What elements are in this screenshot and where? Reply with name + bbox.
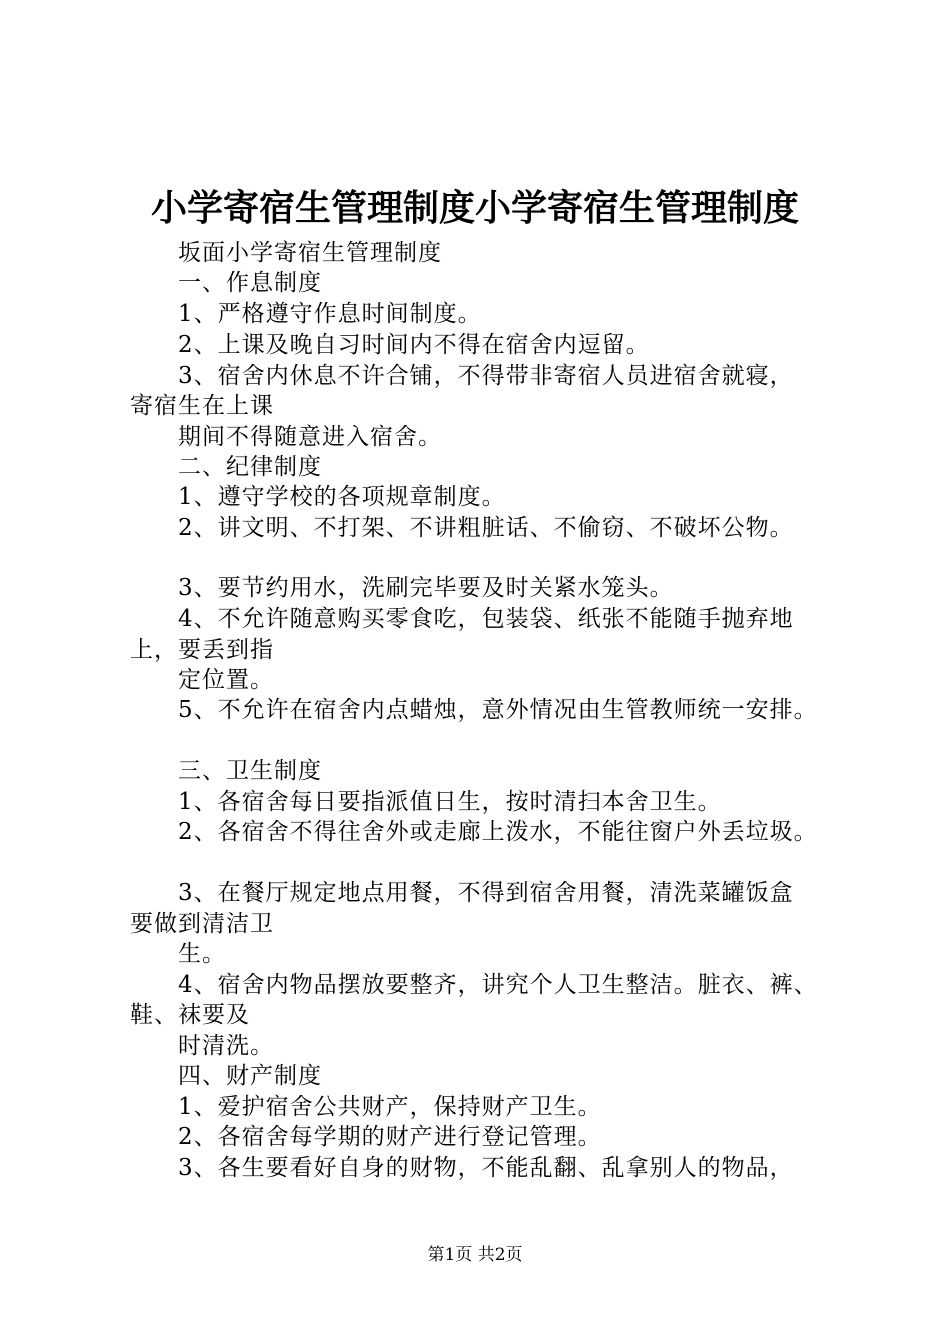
text-line: 寄宿生在上课 (130, 393, 274, 419)
text-line: 上，要丢到指 (130, 637, 274, 663)
text-line: 2、各宿舍不得往舍外或走廊上泼水，不能往窗户外丢垃圾。 (178, 819, 818, 845)
text-line: 期间不得随意进入宿舍。 (178, 424, 442, 450)
page-footer: 第1页 共2页 (427, 1245, 523, 1265)
text-line: 坂面小学寄宿生管理制度 (178, 240, 442, 266)
section-heading: 一、作息制度 (178, 270, 322, 296)
text-line: 时清洗。 (178, 1033, 274, 1059)
text-line: 2、各宿舍每学期的财产进行登记管理。 (178, 1124, 602, 1150)
section-heading: 三、卫生制度 (178, 758, 322, 784)
text-line: 3、各生要看好自身的财物，不能乱翻、乱拿别人的物品， (178, 1155, 794, 1181)
text-line: 5、不允许在宿舍内点蜡烛，意外情况由生管教师统一安排。 (178, 697, 818, 723)
text-line: 2、上课及晚自习时间内不得在宿舍内逗留。 (178, 332, 650, 358)
text-line: 鞋、袜要及 (130, 1002, 250, 1028)
section-heading: 二、纪律制度 (178, 454, 322, 480)
page-title: 小学寄宿生管理制度小学寄宿生管理制度 (150, 187, 799, 229)
text-line: 3、要节约用水，洗刷完毕要及时关紧水笼头。 (178, 575, 674, 601)
section-heading: 四、财产制度 (178, 1063, 322, 1089)
text-line: 1、遵守学校的各项规章制度。 (178, 484, 506, 510)
text-line: 1、严格遵守作息时间制度。 (178, 301, 482, 327)
text-line: 4、不允许随意购买零食吃，包装袋、纸张不能随手抛弃地 (178, 606, 794, 632)
text-line: 要做到清洁卫 (130, 911, 274, 937)
text-line: 2、讲文明、不打架、不讲粗脏话、不偷窃、不破坏公物。 (178, 515, 794, 541)
text-line: 生。 (178, 941, 226, 967)
text-line: 1、爱护宿舍公共财产，保持财产卫生。 (178, 1094, 602, 1120)
text-line: 3、在餐厅规定地点用餐，不得到宿舍用餐，清洗菜罐饭盒 (178, 880, 794, 906)
text-line: 3、宿舍内休息不许合铺，不得带非寄宿人员进宿舍就寝， (178, 363, 794, 389)
text-line: 定位置。 (178, 667, 274, 693)
text-line: 4、宿舍内物品摆放要整齐，讲究个人卫生整洁。脏衣、裤、 (178, 972, 818, 998)
text-line: 1、各宿舍每日要指派值日生，按时清扫本舍卫生。 (178, 789, 722, 815)
